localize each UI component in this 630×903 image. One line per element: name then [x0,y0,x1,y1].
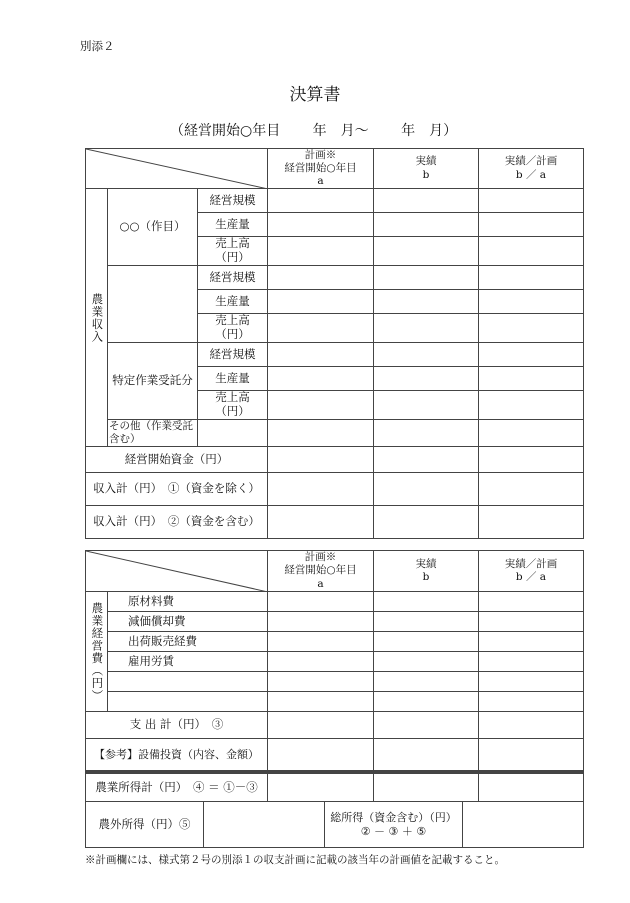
actual-value-cell[interactable] [374,213,479,237]
footnote: ※計画欄には、様式第２号の別添１の収支計画に記載の該当年の計画値を記載すること。 [85,854,505,866]
ratio-value-cell[interactable] [479,266,584,290]
page-title: 決算書 [289,85,341,105]
actual-value-cell[interactable] [374,447,479,473]
plan-value-cell[interactable] [268,420,374,447]
actual-value-cell[interactable] [374,391,479,420]
non-farm-income-label: 農外所得（円）⑤ [86,802,204,848]
plan-value-cell[interactable] [268,314,374,343]
actual-column-header: 実績 b [374,551,479,592]
diagonal-line [86,149,268,189]
income-total-excl-label: 収入計（円） ①（資金を除く） [86,473,268,506]
plan-value-cell[interactable] [268,592,374,612]
gross-income-value[interactable] [463,802,584,848]
ratio-value-cell[interactable] [479,343,584,367]
attachment-label: 別添２ [80,39,115,53]
other-income-label: その他（作業受託含む） [108,420,198,447]
plan-value-cell[interactable] [268,506,374,539]
plan-value-cell[interactable] [268,632,374,652]
period-subtitle: （経営開始○年目 年 月～ 年 月） [170,123,458,139]
actual-value-cell[interactable] [374,592,479,612]
plan-value-cell[interactable] [268,213,374,237]
plan-value-cell[interactable] [268,692,374,712]
ratio-value-cell[interactable] [479,237,584,266]
plan-value-cell[interactable] [268,189,374,213]
plan-value-cell[interactable] [268,672,374,692]
expense-item-blank [108,692,268,712]
ratio-value-cell[interactable] [479,506,584,539]
non-farm-income-value[interactable] [204,802,325,848]
other-blank [198,420,268,447]
plan-value-cell[interactable] [268,237,374,266]
ratio-value-cell[interactable] [479,420,584,447]
plan-column-header: 計画※ 経営開始○年目 a [268,149,374,189]
actual-value-cell[interactable] [374,712,479,739]
summary-table [85,773,584,848]
row-label: 売上高（円） [198,237,268,266]
ratio-value-cell[interactable] [479,213,584,237]
actual-value-cell[interactable] [374,612,479,632]
crop-group-label: ○○（作目） [108,189,198,266]
ratio-column-header: 実績／計画 b ／ a [479,551,584,592]
income-category-label: 農業収入 [86,189,108,447]
plan-value-cell[interactable] [268,266,374,290]
row-label: 売上高（円） [198,391,268,420]
expense-total-label: 支 出 計（円） ③ [86,712,268,739]
ratio-value-cell[interactable] [479,652,584,672]
row-label: 生産量 [198,290,268,314]
expense-item-label: 出荷販売経費 [108,632,268,652]
plan-value-cell[interactable] [268,473,374,506]
actual-value-cell[interactable] [374,189,479,213]
expense-item-label: 減価償却費 [108,612,268,632]
row-label: 経営規模 [198,343,268,367]
ratio-value-cell[interactable] [479,672,584,692]
ratio-value-cell[interactable] [479,447,584,473]
row-label: 生産量 [198,213,268,237]
expense-item-label: 雇用労賃 [108,652,268,672]
actual-value-cell[interactable] [374,290,479,314]
actual-column-header: 実績 b [374,149,479,189]
startup-funds-label: 経営開始資金（円） [86,447,268,473]
ratio-value-cell[interactable] [479,632,584,652]
farm-income-label: 農業所得計（円） ④ ＝ ①－③ [86,774,268,802]
actual-value-cell[interactable] [374,692,479,712]
diagonal-header-cell [86,551,268,592]
ratio-value-cell[interactable] [479,739,584,772]
farm-income-ratio[interactable] [479,774,584,802]
plan-column-header: 計画※ 経営開始○年目 a [268,551,374,592]
row-label: 経営規模 [198,189,268,213]
plan-value-cell[interactable] [268,290,374,314]
ratio-value-cell[interactable] [479,367,584,391]
actual-value-cell[interactable] [374,420,479,447]
row-label: 経営規模 [198,266,268,290]
farm-income-plan[interactable] [268,774,374,802]
expense-item-label: 原材料費 [108,592,268,612]
ratio-value-cell[interactable] [479,692,584,712]
plan-value-cell[interactable] [268,343,374,367]
ratio-column-header: 実績／計画 b ／ a [479,149,584,189]
expense-category-label: 農業経営費（円） [86,592,108,712]
row-label: 売上高（円） [198,314,268,343]
ratio-value-cell[interactable] [479,592,584,612]
crop-group-label-empty [108,266,198,343]
expense-table [85,550,584,772]
plan-value-cell[interactable] [268,367,374,391]
actual-value-cell[interactable] [374,632,479,652]
actual-value-cell[interactable] [374,739,479,772]
diagonal-line [86,551,268,592]
expense-item-blank [108,672,268,692]
ratio-value-cell[interactable] [479,189,584,213]
ratio-value-cell[interactable] [479,473,584,506]
income-table [85,148,584,539]
contract-group-label: 特定作業受託分 [108,343,198,420]
actual-value-cell[interactable] [374,266,479,290]
plan-value-cell[interactable] [268,652,374,672]
ratio-value-cell[interactable] [479,314,584,343]
actual-value-cell[interactable] [374,473,479,506]
actual-value-cell[interactable] [374,343,479,367]
equipment-investment-label: 【参考】設備投資（内容、金額） [86,739,268,772]
actual-value-cell[interactable] [374,506,479,539]
farm-income-actual[interactable] [374,774,479,802]
income-total-incl-label: 収入計（円） ②（資金を含む） [86,506,268,539]
plan-value-cell[interactable] [268,712,374,739]
ratio-value-cell[interactable] [479,391,584,420]
ratio-value-cell[interactable] [479,612,584,632]
row-label: 生産量 [198,367,268,391]
actual-value-cell[interactable] [374,672,479,692]
plan-value-cell[interactable] [268,391,374,420]
diagonal-header-cell [86,149,268,189]
ratio-value-cell[interactable] [479,712,584,739]
actual-value-cell[interactable] [374,367,479,391]
plan-value-cell[interactable] [268,447,374,473]
gross-income-label: 総所得（資金含む）（円） ② － ③ ＋ ⑤ [325,802,463,848]
actual-value-cell[interactable] [374,237,479,266]
actual-value-cell[interactable] [374,314,479,343]
plan-value-cell[interactable] [268,739,374,772]
plan-value-cell[interactable] [268,612,374,632]
ratio-value-cell[interactable] [479,290,584,314]
actual-value-cell[interactable] [374,652,479,672]
